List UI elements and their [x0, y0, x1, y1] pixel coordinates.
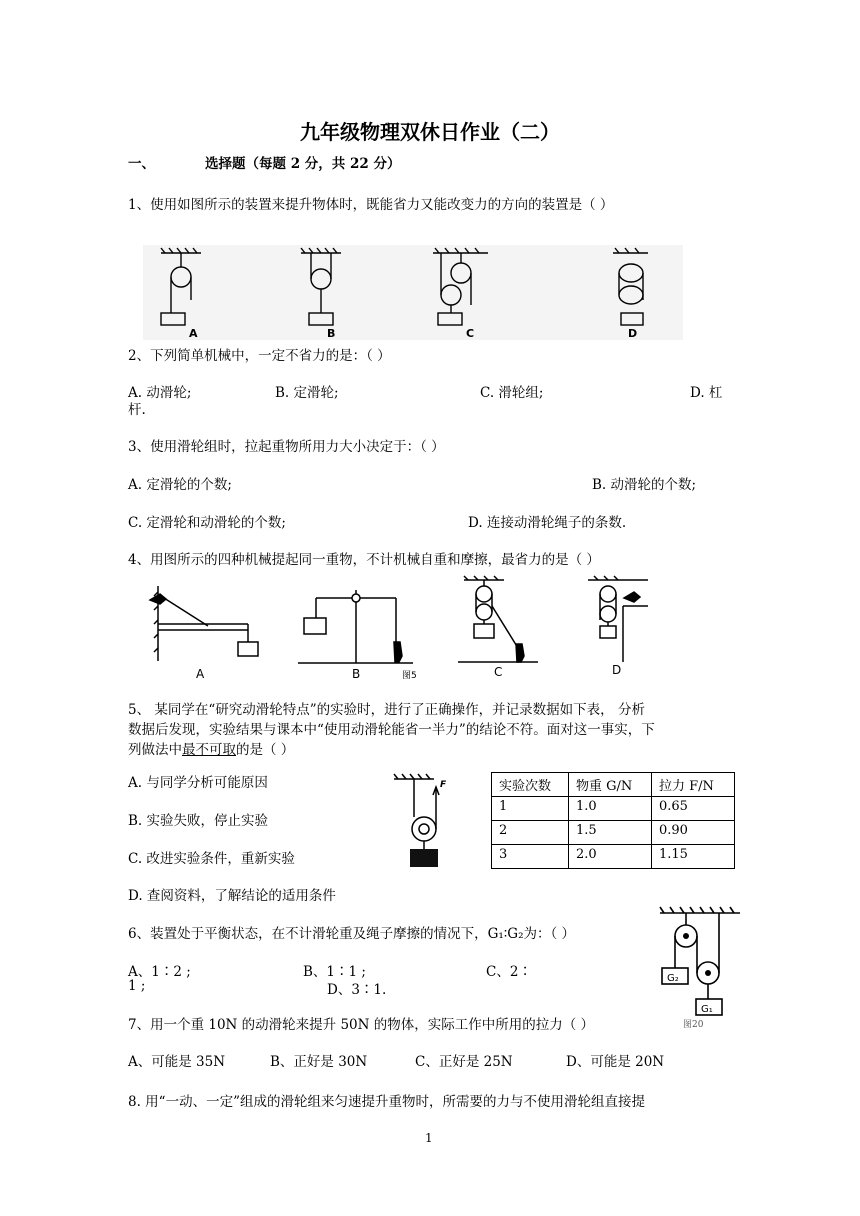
q2-option-d-cont: 杆. — [128, 402, 146, 418]
q6-option-c: C、2∶ — [486, 964, 532, 980]
q4-label-d: D — [612, 663, 622, 677]
table-cell: 2.0 — [569, 845, 652, 869]
table-header-row — [492, 773, 735, 797]
q5-option-a: A. 与同学分析可能原因 — [128, 775, 268, 791]
q2-option-d: D. 杠 — [690, 385, 723, 401]
question-8: 8. 用“一动、一定”组成的滑轮组来匀速提升重物时，所需要的力与不使用滑轮组直接提 — [128, 1094, 645, 1110]
q6-g2-label: G₂ — [667, 973, 679, 984]
page-number: 1 — [425, 1131, 433, 1145]
table-header-cell: 物重 G/N — [569, 773, 652, 797]
q4-caption: 图5 — [402, 671, 417, 681]
table-cell: 1.15 — [652, 845, 735, 869]
q4-label-a: A — [196, 667, 205, 681]
table-header-cell: 实验次数 — [492, 773, 569, 797]
q2-option-b: B. 定滑轮; — [275, 385, 339, 401]
q5-line3-pre: 列做法中 — [128, 742, 182, 758]
table-cell: 1.5 — [569, 821, 652, 845]
q7-option-b: B、正好是 30N — [270, 1054, 368, 1070]
q4-label-b: B — [352, 667, 361, 681]
q6-option-a: A、1∶2 ; — [128, 964, 191, 980]
q6-option-c-cont: 1 ; — [128, 978, 146, 994]
table-cell: 3 — [492, 845, 569, 869]
q3-option-d: D. 连接动滑轮绳子的条数. — [468, 515, 627, 531]
q6-pulley-figure — [658, 903, 743, 1023]
table-cell: 1 — [492, 797, 569, 821]
table-row — [492, 821, 735, 845]
q5-option-b: B. 实验失败，停止实验 — [128, 813, 269, 829]
q4-label-c: C — [494, 665, 503, 679]
q2-option-c: C. 滑轮组; — [480, 385, 544, 401]
table-header-cell: 拉力 F/N — [652, 773, 735, 797]
q7-option-c: C、正好是 25N — [415, 1054, 513, 1070]
question-5-line2: 数据后发现，实验结果与课本中“使用动滑轮能省一半力”的结论不符。面对这一事实，下 — [128, 722, 655, 738]
table-row — [492, 845, 735, 869]
table-cell: 0.65 — [652, 797, 735, 821]
q7-fig-note: 图20 — [683, 1020, 704, 1030]
q5-data-table — [491, 772, 735, 869]
q3-option-a: A. 定滑轮的个数; — [128, 477, 232, 493]
table-row — [492, 797, 735, 821]
q5-underline-text: 最不可取 — [182, 742, 236, 758]
section-number: 一、 — [128, 156, 155, 172]
q6-g1-label: G₁ — [701, 1004, 713, 1015]
q1-label-c: C — [466, 327, 475, 340]
q5-option-d: D. 查阅资料，了解结论的适用条件 — [128, 888, 336, 904]
page-title: 九年级物理双休日作业（二） — [300, 120, 560, 144]
q6-option-b: B、1∶1 ; — [303, 964, 366, 980]
q2-option-a: A. 动滑轮; — [128, 385, 192, 401]
q3-option-c: C. 定滑轮和动滑轮的个数; — [128, 515, 286, 531]
question-7: 7、用一个重 10N 的动滑轮来提升 50N 的物体，实际工作中所用的拉力（ ） — [128, 1017, 595, 1033]
q5-pulley-figure — [390, 773, 450, 873]
q1-label-b: B — [327, 327, 336, 340]
table-cell: 1.0 — [569, 797, 652, 821]
q7-option-a: A、可能是 35N — [128, 1054, 226, 1070]
question-5-line3 — [128, 738, 294, 758]
question-3: 3、使用滑轮组时，拉起重物所用力大小决定于：（ ） — [128, 439, 445, 455]
q5-fig-f-label: F — [440, 780, 447, 790]
q4-machines-figure — [128, 576, 658, 680]
q1-label-d: D — [628, 327, 638, 340]
q1-label-a: A — [189, 327, 198, 340]
q3-option-b: B. 动滑轮的个数; — [592, 477, 697, 493]
question-2: 2、下列简单机械中，一定不省力的是：（ ） — [128, 348, 391, 364]
question-4: 4、用图所示的四种机械提起同一重物，不计机械自重和摩擦，最省力的是（ ） — [128, 552, 600, 568]
question-6: 6、装置处于平衡状态，在不计滑轮重及绳子摩擦的情况下，G₁∶G₂为：（ ） — [128, 926, 576, 942]
table-cell: 2 — [492, 821, 569, 845]
q5-line3-post: 的是（ ） — [236, 742, 295, 758]
q5-option-c: C. 改进实验条件，重新实验 — [128, 851, 295, 867]
question-1: 1、使用如图所示的装置来提升物体时，既能省力又能改变力的方向的装置是（ ） — [128, 197, 614, 213]
section-heading: 选择题（每题 2 分，共 22 分） — [205, 156, 401, 172]
question-5-line1: 5、 某同学在“研究动滑轮特点”的实验时，进行了正确操作，并记录数据如下表， 分析 — [128, 702, 645, 718]
q7-option-d: D、可能是 20N — [566, 1054, 665, 1070]
q1-pulley-figure — [143, 245, 683, 340]
table-cell: 0.90 — [652, 821, 735, 845]
q6-option-d: D、3∶1. — [327, 982, 387, 998]
